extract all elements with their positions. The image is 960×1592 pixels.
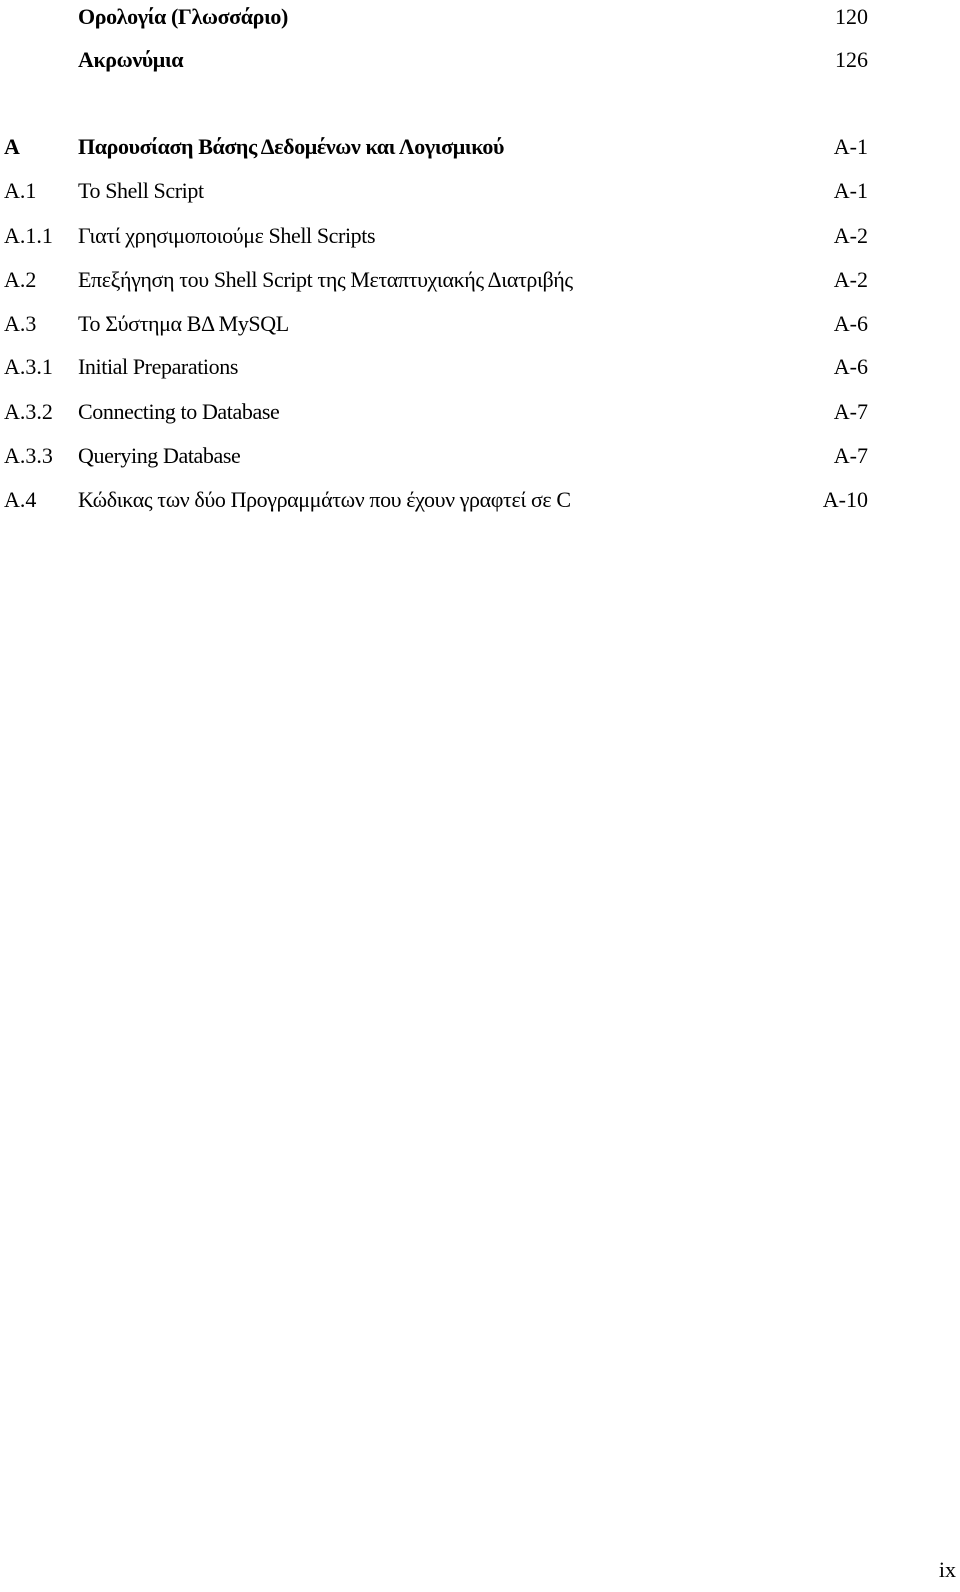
page-number: ix (938, 1557, 956, 1582)
toc-entry-title: To Shell Script (78, 178, 204, 203)
toc-entry-number: A.2 (4, 267, 37, 292)
toc-entry-title: Querying Database (78, 443, 241, 468)
toc-entry-a-2[interactable] (0, 265, 960, 309)
toc-entry-number: A.4 (4, 487, 37, 512)
toc-entry-page: 126 (835, 47, 868, 72)
toc-entry-number: A.3 (4, 311, 37, 336)
toc-entry-number: A.3.1 (4, 354, 53, 379)
toc-entry-a-3-1[interactable] (0, 352, 960, 396)
toc-entry-title: Επεξήγηση του Shell Script της Μεταπτυχιακής Διατριβής (78, 267, 573, 292)
toc-entry-title: Το Σύστημα ΒΔ MySQL (78, 311, 289, 336)
toc-entry-a-1[interactable] (0, 176, 960, 220)
toc-entry-title: Initial Preparations (78, 354, 239, 379)
toc-entry-glossary[interactable] (0, 2, 960, 46)
toc-entry-title: Connecting to Database (78, 399, 280, 424)
toc-entry-acronyms[interactable] (0, 45, 960, 89)
toc-entry-title: Κώδικας των δύο Προγραμμάτων που έχουν γραφτεί σε C (78, 487, 571, 512)
toc-entry-page: A-6 (833, 311, 868, 336)
toc-entry-page: 120 (835, 4, 868, 29)
toc-entry-page: A-10 (822, 487, 868, 512)
toc-entry-page: A-7 (833, 399, 868, 424)
toc-entry-number: A.3.3 (4, 443, 53, 468)
toc-entry-page: A-2 (833, 223, 868, 248)
toc-entry-page: A-2 (833, 267, 868, 292)
toc-entry-page: A-7 (833, 443, 868, 468)
toc-entry-a-1-1[interactable] (0, 221, 960, 265)
toc-entry-title: Γιατί χρησιμοποιούμε Shell Scripts (78, 223, 376, 248)
toc-entry-appendix-a[interactable] (0, 132, 960, 176)
toc-entry-page: A-1 (833, 178, 868, 203)
toc-entry-title: Ορολογία (Γλωσσάριο) (78, 4, 288, 29)
toc-entry-title: Ακρωνύμια (78, 47, 184, 72)
toc-entry-number: A.1 (4, 178, 37, 203)
toc-entry-a-4[interactable] (0, 485, 960, 529)
toc-entry-page: A-1 (833, 134, 868, 159)
toc-entry-title: Παρουσίαση Βάσης Δεδομένων και Λογισμικού (78, 134, 505, 159)
toc-entry-a-3[interactable] (0, 309, 960, 353)
toc-entry-a-3-3[interactable] (0, 441, 960, 485)
toc-entry-number: A.1.1 (4, 223, 53, 248)
toc-entry-a-3-2[interactable] (0, 397, 960, 441)
toc-entry-page: A-6 (833, 354, 868, 379)
toc-entry-number: A.3.2 (4, 399, 53, 424)
toc-entry-number: A (4, 134, 20, 159)
